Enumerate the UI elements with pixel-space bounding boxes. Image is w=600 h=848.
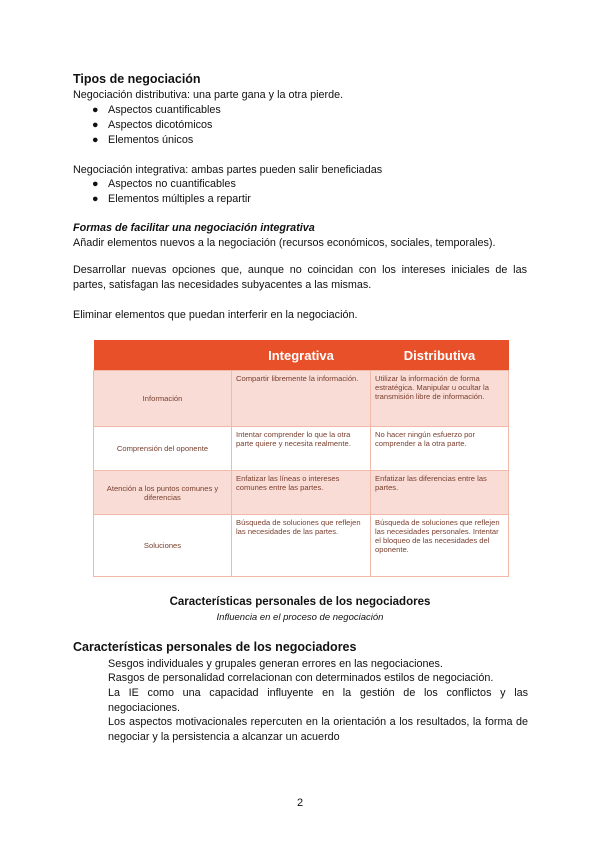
list-item — [92, 177, 236, 191]
list-item — [92, 103, 221, 117]
figure-caption-subtitle: Influencia en el proceso de negociación — [216, 612, 384, 623]
list-item-text: Aspectos cuantificables — [108, 104, 221, 116]
list-item — [92, 118, 212, 132]
table-cell: Utilizar la información de forma estratégica. Manipular u ocultar la transmisión libre de información. — [371, 371, 509, 427]
list-item-text: Elementos únicos — [108, 134, 194, 146]
bullet-icon: ● — [92, 104, 99, 116]
table-header-distributiva: Distributiva — [371, 340, 509, 371]
table-cell: Búsqueda de soluciones que reflejen las necesidades de las partes. — [232, 515, 371, 577]
table-cell: Enfatizar las líneas o intereses comunes entre las partes. — [232, 471, 371, 515]
table-row — [94, 427, 509, 471]
table-cell: Compartir libremente la información. — [232, 371, 371, 427]
list-item-text: Aspectos dicotómicos — [108, 119, 213, 131]
table-cell-label: Comprensión del oponente — [94, 427, 232, 471]
paragraph: Los aspectos motivacionales repercuten en la orientación a los resultados, la forma de negociar y la persistencia a alcanzar un acuerdo — [108, 716, 528, 743]
table-header-integrativa: Integrativa — [232, 340, 371, 371]
section-title-tipos: Tipos de negociación — [73, 72, 201, 86]
bullet-icon: ● — [92, 178, 99, 190]
table-cell: No hacer ningún esfuerzo por comprender a la otra parte. — [371, 427, 509, 471]
list-item — [92, 192, 251, 206]
bullet-icon: ● — [92, 134, 99, 146]
list-item-text: Elementos múltiples a repartir — [108, 193, 251, 205]
paragraph: La IE como una capacidad influyente en la gestión de los conflictos y las negociaciones. — [108, 687, 528, 714]
table-cell: Intentar comprender lo que la otra parte quiere y necesita realmente. — [232, 427, 371, 471]
paragraph: Sesgos individuales y grupales generan errores en las negociaciones. — [108, 658, 443, 670]
table-header-empty — [94, 340, 232, 371]
table-cell-label: Atención a los puntos comunes y diferencias — [94, 471, 232, 515]
table-cell: Búsqueda de soluciones que reflejen las necesidades personales. Intentar el bloqueo de las necesidades del oponente. — [371, 515, 509, 577]
integrative-intro: Negociación integrativa: ambas partes pueden salir beneficiadas — [73, 164, 383, 176]
list-item — [92, 133, 193, 147]
bullet-icon: ● — [92, 193, 99, 205]
table-header-row — [94, 340, 509, 371]
paragraph: Eliminar elementos que puedan interferir en la negociación. — [73, 309, 358, 321]
table-cell-label: Soluciones — [94, 515, 232, 577]
distributive-intro: Negociación distributiva: una parte gana y la otra pierde. — [73, 89, 344, 101]
table-row — [94, 515, 509, 577]
bullet-icon: ● — [92, 119, 99, 131]
section-title-formas: Formas de facilitar una negociación integrativa — [73, 222, 315, 234]
paragraph: Rasgos de personalidad correlacionan con determinados estilos de negociación. — [108, 672, 494, 684]
table-row — [94, 471, 509, 515]
table-cell-label: Información — [94, 371, 232, 427]
list-item-text: Aspectos no cuantificables — [108, 178, 236, 190]
paragraph: Añadir elementos nuevos a la negociación (recursos económicos, sociales, temporales). — [73, 237, 496, 249]
comparison-table — [93, 340, 509, 577]
paragraph: Desarrollar nuevas opciones que, aunque no coincidan con los intereses iniciales de las partes, satisfagan las necesidades subyacentes a las mismas. — [73, 264, 527, 291]
section-title-caracteristicas: Características personales de los negociadores — [73, 640, 357, 654]
figure-caption-title: Características personales de los negociadores — [169, 596, 431, 608]
table-cell: Enfatizar las diferencias entre las partes. — [371, 471, 509, 515]
table-row — [94, 371, 509, 427]
page-number: 2 — [296, 797, 304, 809]
